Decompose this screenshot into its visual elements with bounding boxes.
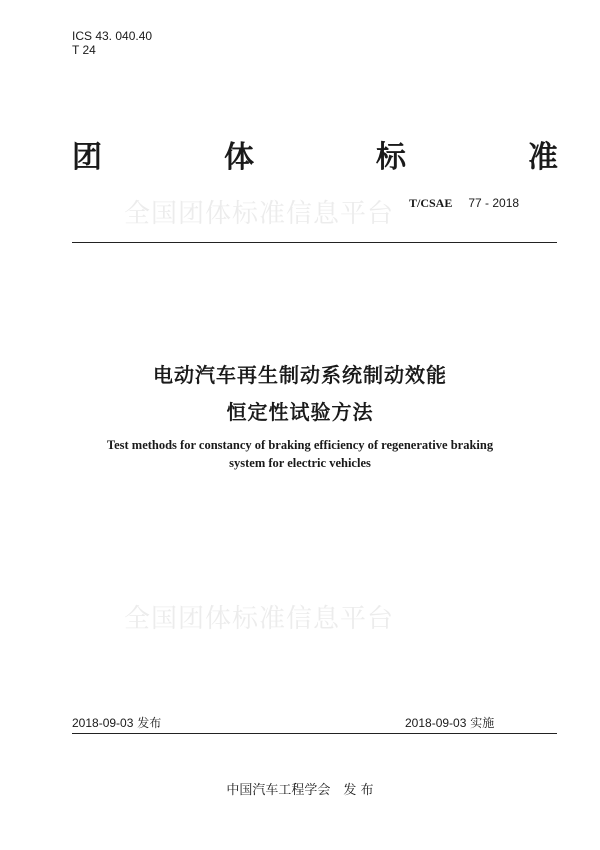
- publisher: 中国汽车工程学会 发 布: [226, 783, 374, 798]
- title-en-line2: system for electric vehicles: [229, 456, 371, 470]
- standard-type-char: 体: [224, 140, 254, 175]
- watermark-text: 全国团体标准信息平台: [124, 199, 395, 229]
- standard-type-char: 准: [528, 140, 558, 175]
- header-divider: [72, 242, 557, 243]
- title-en-line1: Test methods for constancy of braking efficiency of regenerative braking: [106, 438, 494, 452]
- standard-type-char: 团: [72, 140, 102, 175]
- standard-number: [409, 196, 519, 211]
- ics-code: ICS 43. 040.40: [72, 29, 153, 43]
- standard-type-heading: [72, 138, 558, 178]
- standard-number-value: 77 - 2018: [468, 196, 520, 210]
- implementation-date-value: 2018-09-03: [405, 716, 467, 730]
- title-zh-line2: 恒定性试验方法: [226, 400, 374, 424]
- implementation-date-label: 实施: [470, 716, 495, 730]
- title-zh-line1: 电动汽车再生制动系统制动效能: [153, 363, 447, 387]
- footer-divider: [72, 733, 557, 734]
- category-code: T 24: [72, 43, 96, 57]
- watermark-text: 全国团体标准信息平台: [124, 604, 395, 634]
- issue-date-value: 2018-09-03: [72, 716, 134, 730]
- standard-type-char: 标: [376, 140, 406, 175]
- implementation-date: [405, 714, 494, 731]
- standard-number-prefix: T/CSAE: [409, 196, 453, 210]
- issue-date-label: 发布: [137, 716, 162, 730]
- issue-date: [72, 714, 161, 731]
